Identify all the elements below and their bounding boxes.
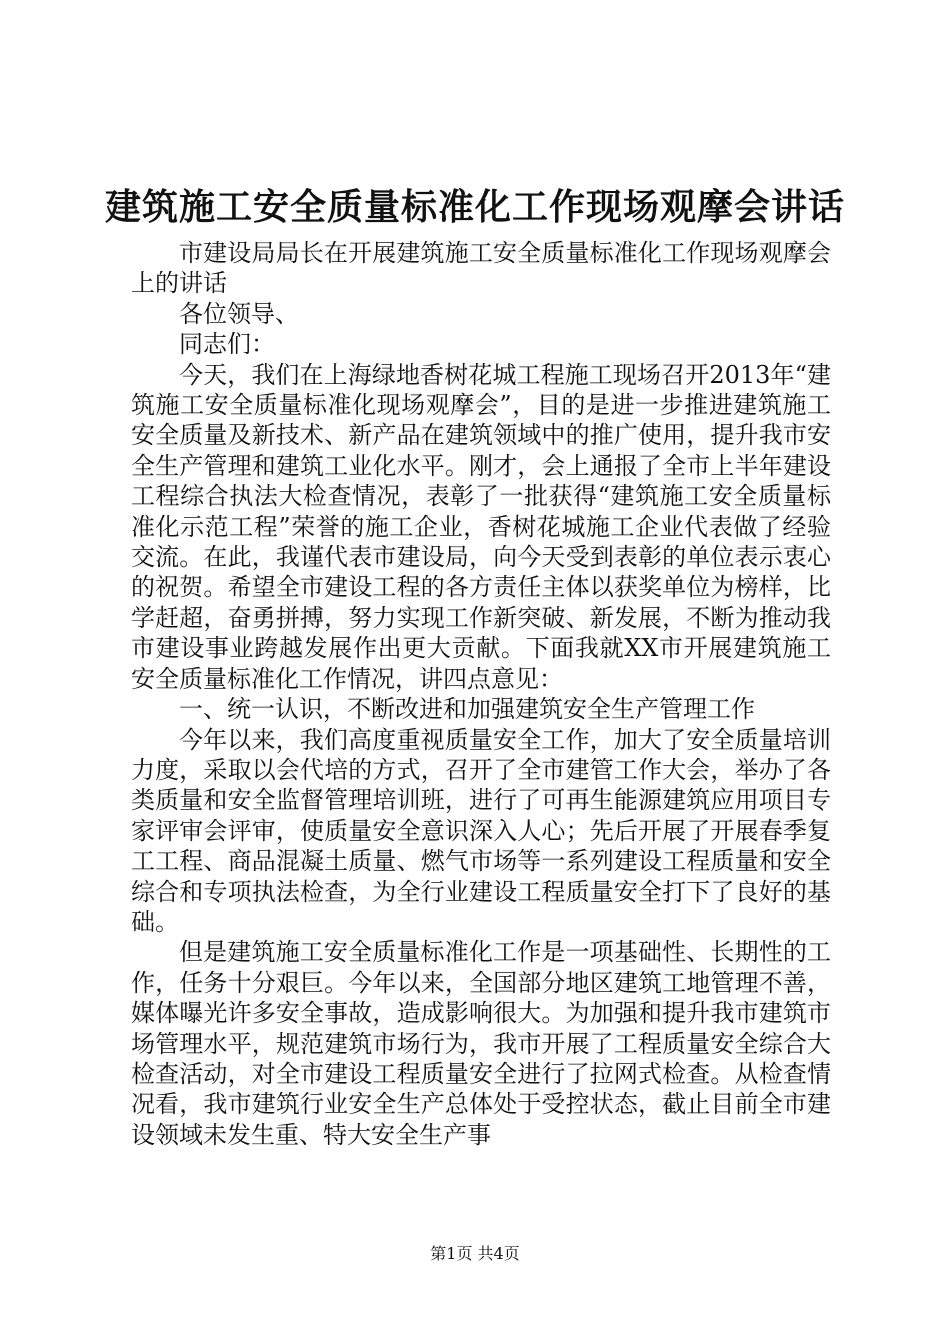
page-number-footer: 第1页 共4页 <box>430 1244 520 1263</box>
document-title: 建筑施工安全质量标准化工作现场观摩会讲话 <box>104 187 845 228</box>
paragraph-section-1: 今年以来，我们高度重视质量安全工作，加大了安全质量培训力度，采取以会代培的方式，召开了全市建管工作大会，举办了各类质量和安全监督管理培训班，进行了可再生能源建筑应用项目专家评审会评审，使质量安全意识深入人心；先后开展了开展春季复工工程、商品混凝土质量、燃气市场等一系列建设工程质量和安全综合和专项执法检查，为全行业建设工程质量安全打下了良好的基础。 <box>131 725 831 936</box>
paragraph-salutation-comrades: 同志们： <box>179 330 275 359</box>
paragraph-heading-line: 市建设局局长在开展建筑施工安全质量标准化工作现场观摩会上的讲话 <box>131 239 831 298</box>
paragraph-intro: 今天，我们在上海绿地香树花城工程施工现场召开2013年“建筑施工安全质量标准化现场观摩会”，目的是进一步推进建筑施工安全质量及新技术、新产品在建筑领域中的推广使用，提升我市安全生产管理和建筑工业化水平。刚才，会上通报了全市上半年建设工程综合执法大检查情况，表彰了一批获得“建筑施工安全质量标准化示范工程”荣誉的施工企业，香树花城施工企业代表做了经验交流。在此，我谨代表市建设局，向今天受到表彰的单位表示衷心的祝贺。希望全市建设工程的各方责任主体以获奖单位为榜样，比学赶超，奋勇拼搏，努力实现工作新突破、新发展，不断为推动我市建设事业跨越发展作出更大贡献。下面我就XX市开展建筑施工安全质量标准化工作情况，讲四点意见： <box>131 360 831 693</box>
section-heading-1: 一、统一认识，不断改进和加强建筑安全生产管理工作 <box>179 695 755 724</box>
document-body <box>131 238 831 1150</box>
paragraph-section-1-continued: 但是建筑施工安全质量标准化工作是一项基础性、长期性的工作，任务十分艰巨。今年以来，全国部分地区建筑工地管理不善，媒体曝光许多安全事故，造成影响很大。为加强和提升我市建筑市场管理水平，规范建筑市场行为，我市开展了工程质量安全综合大检查活动，对全市建设工程质量安全进行了拉网式检查。从检查情况看，我市建筑行业安全生产总体处于受控状态，截止目前全市建设领域未发生重、特大安全生产事 <box>131 938 831 1149</box>
paragraph-salutation-leaders: 各位领导、 <box>179 299 299 328</box>
